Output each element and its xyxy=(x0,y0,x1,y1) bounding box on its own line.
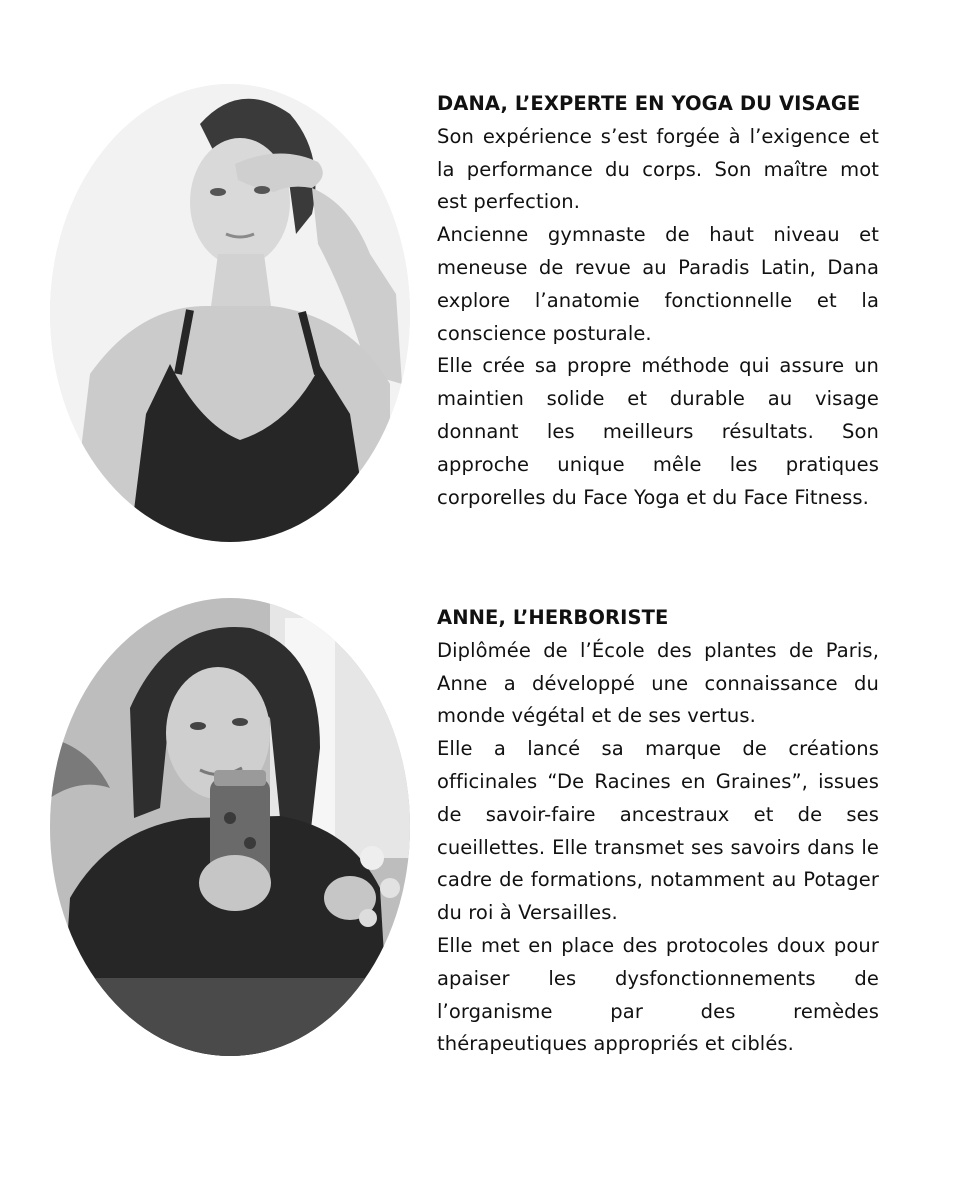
profile-anne xyxy=(0,598,960,1058)
dana-heading: DANA, L’EXPERTE EN YOGA DU VISAGE xyxy=(437,92,861,115)
dana-bio-paragraph-2: Ancienne gymnaste de haut niveau et meneuse de revue au Paradis Latin, Dana explore l’anatomie fonctionnelle et la conscience posturale. xyxy=(437,223,879,345)
anne-bio xyxy=(437,602,879,1061)
dana-portrait-photo xyxy=(50,84,410,542)
anne-bio-paragraph-3: Elle met en place des protocoles doux pour apaiser les dysfonctionnements de l’organisme par des remèdes thérapeutiques appropriés et ciblés. xyxy=(437,933,879,1056)
dana-bio-paragraph-3: Elle crée sa propre méthode qui assure un maintien solide et durable au visage donnant les meilleurs résultats. Son approche unique mêle les pratiques corporelles du Face Yoga et du Face Fitness. xyxy=(437,354,879,509)
anne-portrait-photo xyxy=(50,598,410,1056)
profile-dana xyxy=(0,84,960,544)
dana-bio xyxy=(437,88,879,514)
anne-bio-paragraph-1: Diplômée de l’École des plantes de Paris, Anne a développé une connaissance du monde végétal et de ses vertus. xyxy=(437,638,879,728)
dana-bio-paragraph-1: Son expérience s’est forgée à l’exigence et la performance du corps. Son maître mot est perfection. xyxy=(437,124,879,214)
anne-bio-paragraph-2: Elle a lancé sa marque de créations officinales “De Racines en Graines”, issues de savoir-faire ancestraux et de ses cueillettes. Elle transmet ses savoirs dans le cadre de formations, notamment au Potager du roi à Versailles. xyxy=(437,737,879,925)
anne-heading: ANNE, L’HERBORISTE xyxy=(437,606,669,629)
